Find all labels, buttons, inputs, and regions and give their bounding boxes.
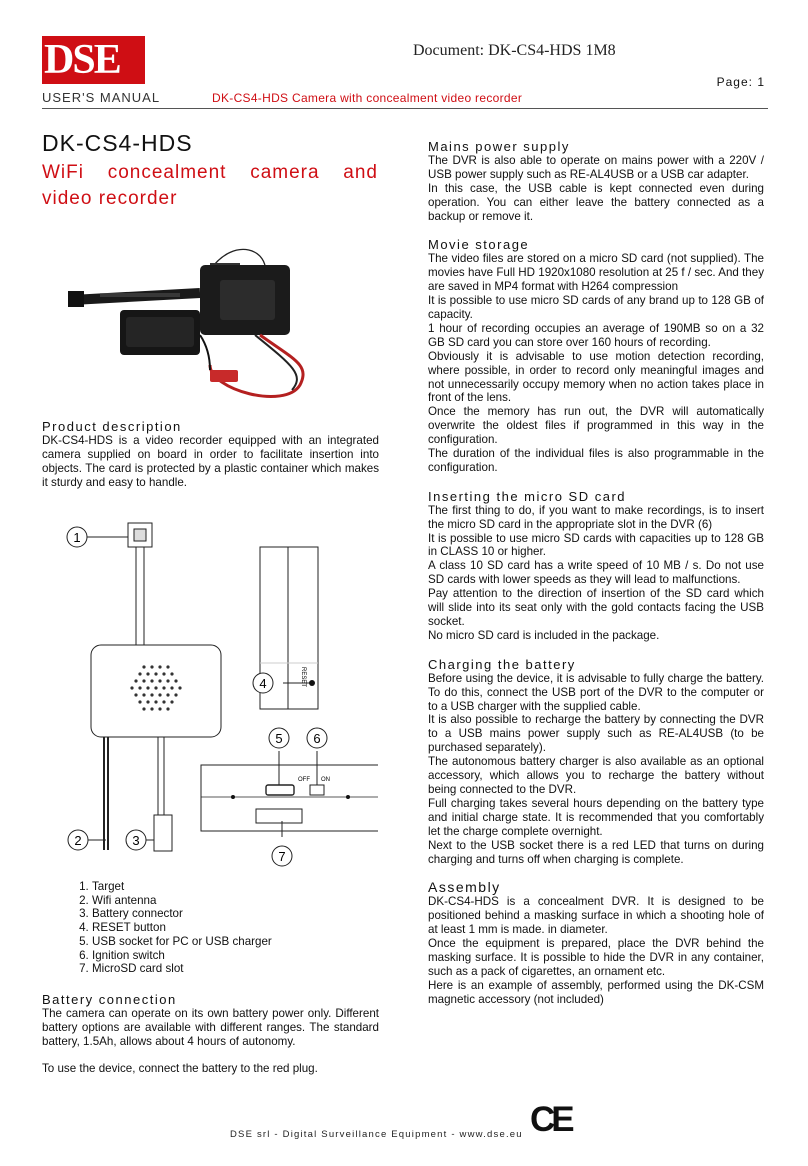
legend-item: 2. Wifi antenna bbox=[92, 894, 272, 908]
battery-connection-text: To use the device, connect the battery to the red plug. bbox=[42, 1061, 318, 1075]
charging-text: Before using the device, it is advisable to fully charge the battery. To do this, connect the USB port of the DVR to the computer or to a USB charger with the supplied cable. bbox=[428, 671, 764, 713]
movie-storage-heading: Movie storage bbox=[428, 237, 530, 253]
dse-logo bbox=[42, 36, 145, 84]
assembly-text: DK-CS4-HDS is a concealment DVR. It is designed to be positioned behind a masking surface in which a shooting hole of at least 1 mm is made. in diameter. bbox=[428, 895, 764, 937]
movie-storage-text: Once the memory has run out, the DVR will automatically overwrite the oldest files if programmed in this way in the configuration. bbox=[428, 405, 764, 447]
movie-storage-text: 1 hour of recording occupies an average of 190MB so on a 32 GB SD card you can store over 160 hours of recording. bbox=[428, 321, 764, 349]
legend-item: 1. Target bbox=[92, 880, 272, 894]
callout-3: 3 bbox=[132, 833, 140, 848]
movie-storage-text: It is possible to use micro SD cards of any brand up to 128 GB of capacity. bbox=[428, 294, 764, 321]
header-divider bbox=[42, 108, 768, 109]
mains-power-text: The DVR is also able to operate on mains power with a 220V / USB power supply such as RE-AL4USB or a USB car adapter. bbox=[428, 153, 764, 181]
legend-item: 5. USB socket for PC or USB charger bbox=[92, 935, 272, 949]
document-reference: Document: DK-CS4-HDS 1M8 bbox=[413, 42, 616, 59]
charging-heading: Charging the battery bbox=[428, 656, 576, 672]
reset-label: RESET bbox=[300, 667, 306, 688]
callout-4: 4 bbox=[259, 676, 267, 691]
charging-text: Full charging takes several hours depending on the battery type and initial charge state. It is recommended that you comfortably let the charge complete overnight. bbox=[428, 796, 764, 838]
callout-7: 7 bbox=[278, 849, 286, 864]
ce-mark: CE bbox=[530, 1100, 571, 1139]
inserting-sd-text: No micro SD card is included in the package. bbox=[428, 628, 660, 642]
legend-item: 3. Battery connector bbox=[92, 907, 272, 921]
callout-5: 5 bbox=[275, 731, 283, 746]
inserting-sd-text: The first thing to do, if you want to make recordings, is to insert the micro SD card in the appropriate slot in the DVR (6) bbox=[428, 503, 764, 531]
logo-text: DSE bbox=[44, 37, 120, 83]
switch-off-label: OFF bbox=[298, 777, 310, 783]
inserting-sd-text: Pay attention to the direction of insertion of the SD card which will slide into its seat only with the gold contacts facing the USB socket. bbox=[428, 587, 764, 628]
legend-item: 6. Ignition switch bbox=[92, 949, 272, 963]
users-manual-label: USER'S MANUAL bbox=[42, 90, 161, 105]
assembly-text: Once the equipment is prepared, place the DVR behind the masking surface. It is possible to hide the DVR in any container, such as a pack of cigarettes, an ornament etc. bbox=[428, 937, 764, 978]
switch-on-label: ON bbox=[321, 777, 330, 783]
legend-item: 7. MicroSD card slot bbox=[92, 962, 272, 976]
legend-item: 4. RESET button bbox=[92, 921, 272, 935]
page-number: Page: 1 bbox=[716, 75, 765, 89]
callout-6: 6 bbox=[313, 731, 321, 746]
product-description-heading: Product description bbox=[42, 419, 182, 434]
device-diagram bbox=[58, 515, 378, 875]
page-footer: DSE srl - Digital Surveillance Equipment - www.dse.eu bbox=[230, 1129, 523, 1140]
inserting-sd-heading: Inserting the micro SD card bbox=[428, 488, 627, 504]
movie-storage-text: The duration of the individual files is also programmable in the configuration. bbox=[428, 447, 764, 474]
charging-text: It is also possible to recharge the battery by connecting the DVR to a USB mains power supply such as RE-AL4USB (to be purchased separately). bbox=[428, 713, 764, 755]
charging-text: Next to the USB socket there is a red LED that turns on during charging and turns off when charging is complete. bbox=[428, 838, 764, 866]
reset-button-hole bbox=[309, 680, 315, 686]
movie-storage-text: Obviously it is advisable to use motion detection recording, where possible, in order to record only meaningful images and not unnecessarily occupy memory when no action takes place in front of the lens. bbox=[428, 349, 764, 405]
callout-1: 1 bbox=[73, 530, 81, 545]
battery-connection-text: The camera can operate on its own battery power only. Different battery options are available with different ranges. The standard battery, 1.5Ah, allows about 4 hours of autonomy. bbox=[42, 1006, 379, 1048]
page-title: DK-CS4-HDS bbox=[42, 130, 193, 156]
mains-power-text: In this case, the USB cable is kept connected even during operation. You can either leave the battery connected as a backup or remove it. bbox=[428, 181, 764, 223]
page-subtitle: WiFi concealment camera and video recorder bbox=[42, 162, 378, 209]
inserting-sd-text: A class 10 SD card has a write speed of 10 MB / s. Do not use SD cards with lower speeds as they will lead to malfunctions. bbox=[428, 559, 764, 587]
callout-2: 2 bbox=[74, 833, 82, 848]
product-photo bbox=[60, 225, 380, 425]
movie-storage-text: The video files are stored on a micro SD card (not supplied). The movies have Full HD 1920x1080 resolution at 25 f / sec. And they are saved in MP4 format with H264 compression bbox=[428, 252, 764, 294]
product-header: DK-CS4-HDS Camera with concealment video recorder bbox=[212, 91, 523, 105]
charging-text: The autonomous battery charger is also available as an optional accessory, which allows you to recharge the battery without being connected to the DVR. bbox=[428, 755, 764, 796]
inserting-sd-text: It is possible to use micro SD cards with capacities up to 128 GB in CLASS 10 or higher. bbox=[428, 531, 764, 559]
battery-connection-heading: Battery connection bbox=[42, 992, 177, 1007]
component-legend bbox=[72, 880, 272, 976]
mains-power-heading: Mains power supply bbox=[428, 139, 570, 154]
product-description-text: DK-CS4-HDS is a video recorder equipped with an integrated camera supplied on board in order to facilitate insertion into objects. The card is protected by a plastic container which makes it sturdy and easy to handle. bbox=[42, 433, 379, 489]
assembly-text: Here is an example of assembly, performed using the DK-CSM magnetic accessory (not included) bbox=[428, 978, 764, 1006]
assembly-heading: Assembly bbox=[428, 879, 501, 896]
